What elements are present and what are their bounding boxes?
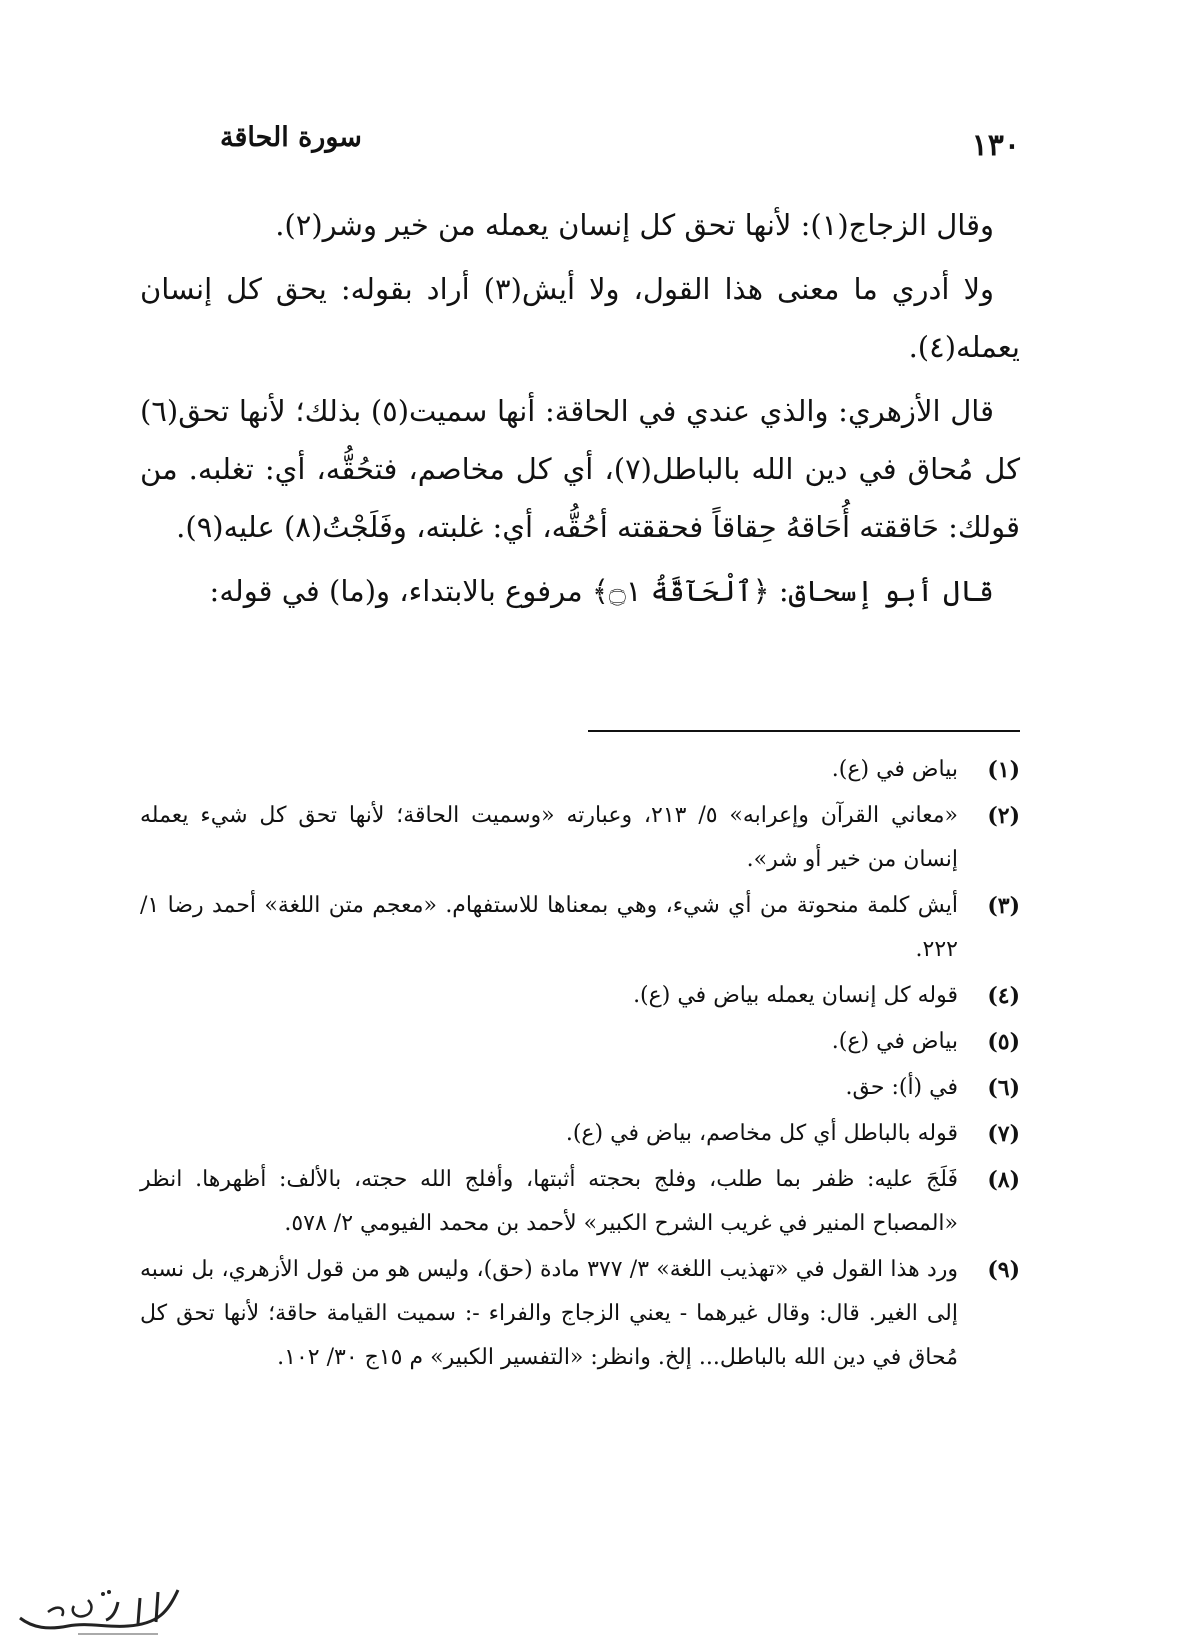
footnote-item xyxy=(140,748,1020,792)
page-header xyxy=(140,122,1020,172)
footnote-text: قوله بالباطل أي كل مخاصم، بياض في (ع). xyxy=(565,1121,958,1146)
footnote-item xyxy=(140,1248,1020,1380)
footnote-number: (٤) xyxy=(987,983,1020,1009)
paragraph-azhari: قال الأزهري: والذي عندي في الحاقة: أنها سميت(٥) بذلك؛ لأنها تحق(٦) كل مُحاق في دين الله بالباطل(٧)، أي كل مخاصم، فتحُقُّه، أي: تغلبه. من قولك: حَاققته أُحَاقهُ حِقاقاً فحققته أحُقُّه، أي: غلبته، وفَلَجْتُ(٨) عليه(٩). xyxy=(140,394,1021,544)
footnote-number: (٣) xyxy=(987,893,1020,919)
footnote-item xyxy=(140,1066,1020,1110)
paragraph-abu-ishaq: قال أبو إسحاق: ﴿ٱلْحَآقَّةُ ۝١﴾ مرفوع بالابتداء، و(ما) في قوله: xyxy=(209,574,994,608)
paragraph-zajjaj: وقال الزجاج(١): لأنها تحق كل إنسان يعمله من خير وشر(٢). xyxy=(275,208,994,242)
footnote-item xyxy=(140,1020,1020,1064)
calligraphy-logo xyxy=(8,1582,198,1642)
footnote-item xyxy=(140,794,1020,882)
footnote-number: (٨) xyxy=(987,1167,1020,1193)
footnotes xyxy=(140,748,1020,1382)
page-number: ١٣٠ xyxy=(971,128,1020,163)
footnote-number: (٦) xyxy=(987,1075,1020,1101)
footnote-item xyxy=(140,1112,1020,1156)
footnote-number: (٢) xyxy=(987,803,1020,829)
footnote-text: قوله كل إنسان يعمله بياض في (ع). xyxy=(633,983,958,1008)
surah-title: سورة الحاقة xyxy=(220,122,362,153)
footnote-text: في (أ): حق. xyxy=(845,1075,958,1100)
paragraph-meaning: ولا أدري ما معنى هذا القول، ولا أيش(٣) أراد بقوله: يحق كل إنسان يعمله(٤). xyxy=(140,272,1020,364)
main-text xyxy=(140,196,1020,626)
footnote-text: «معاني القرآن وإعرابه» ٥/ ٢١٣، وعبارته «وسميت الحاقة؛ لأنها تحق كل شيء يعمله إنسان من خير أو شر». xyxy=(140,803,958,872)
footnote-text: فَلَجَ عليه: ظفر بما طلب، وفلج بحجته أثبتها، وأفلج الله حجته، بالألف: أظهرها. انظر «المصباح المنير في غريب الشرح الكبير» لأحمد بن محمد الفيومي ٢/ ٥٧٨. xyxy=(140,1167,958,1236)
footnote-text: بياض في (ع). xyxy=(831,757,958,782)
footnote-number: (٧) xyxy=(987,1121,1020,1147)
footnote-divider xyxy=(588,730,1020,732)
footnote-number: (١) xyxy=(987,757,1020,783)
footnote-text: أيش كلمة منحوتة من أي شيء، وهي بمعناها للاستفهام. «معجم متن اللغة» أحمد رضا ١/ ٢٢٢. xyxy=(140,893,958,962)
footnote-item xyxy=(140,974,1020,1018)
footnote-item xyxy=(140,884,1020,972)
footnote-text: ورد هذا القول في «تهذيب اللغة» ٣/ ٣٧٧ مادة (حق)، وليس هو من قول الأزهري، بل نسبه إلى الغير. قال: وقال غيرهما - يعني الزجاج والفراء -: سميت القيامة حاقة؛ لأنها تحق كل مُحاق في دين الله بالباطل... إلخ. وانظر: «التفسير الكبير» م ١٥ج ٣٠/ ١٠٢. xyxy=(140,1257,958,1370)
footnote-number: (٩) xyxy=(987,1257,1020,1283)
footnote-text: بياض في (ع). xyxy=(831,1029,958,1054)
footnote-number: (٥) xyxy=(987,1029,1020,1055)
footnote-item xyxy=(140,1158,1020,1246)
